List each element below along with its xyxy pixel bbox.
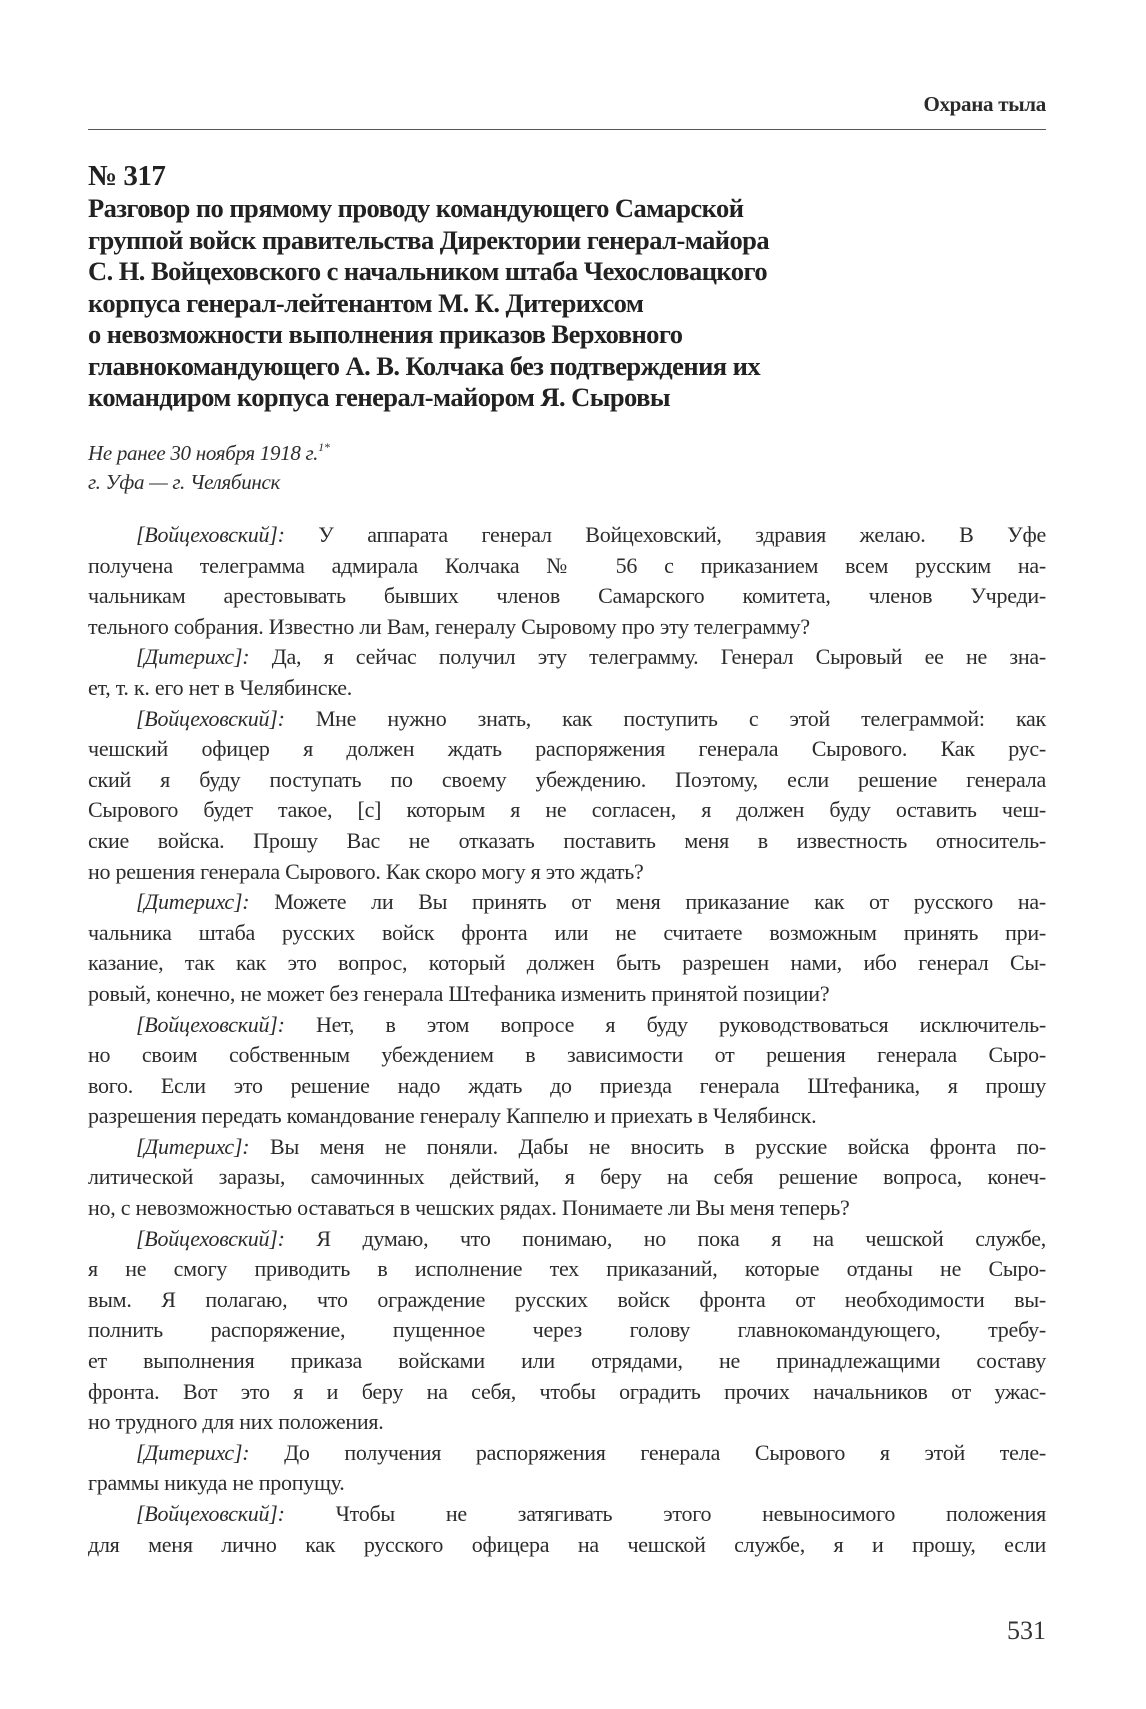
- text-line: [Войцеховский]: Нет, в этом вопросе я буду руководствоваться исключитель-: [136, 1011, 1046, 1037]
- dialogue-paragraph: [88, 887, 1046, 1009]
- text-line: ет, т. к. его нет в Челябинске.: [88, 674, 352, 700]
- dialogue-paragraph: [88, 1132, 1046, 1224]
- text-line: ский я буду поступать по своему убеждению. Поэтому, если решение генерала: [88, 766, 1046, 792]
- date-text: Не ранее 30 ноября 1918 г.: [88, 441, 319, 465]
- text-line: тельного собрания. Известно ли Вам, генералу Сыровому про эту телеграмму?: [88, 613, 810, 639]
- text-line: Сырового будет такое, [с] которым я не согласен, я должен буду оставить чеш-: [88, 797, 1046, 823]
- document-number: № 317: [88, 160, 166, 192]
- text-line: чальника штаба русских войск фронта или не считаете возможным принять при-: [88, 919, 1046, 945]
- dialogue-paragraph: [88, 520, 1046, 642]
- title-line: командиром корпуса генерал-майором Я. Сыровы: [88, 382, 670, 412]
- text-line: [Войцеховский]: Мне нужно знать, как поступить с этой телеграммой: как: [136, 705, 1046, 731]
- text-line: ские войска. Прошу Вас не отказать поставить меня в известность относитель-: [88, 827, 1046, 853]
- text-line: [Войцеховский]: У аппарата генерал Войцеховский, здравия желаю. В Уфе: [136, 522, 1046, 547]
- text-line: [Войцеховский]: Я думаю, что понимаю, но пока я на чешской службе,: [136, 1225, 1046, 1251]
- speaker-label: [Войцеховский]:: [136, 1011, 285, 1037]
- speaker-label: [Войцеховский]:: [136, 705, 285, 731]
- title-line: главнокомандующего А. В. Колчака без подтверждения их: [88, 350, 761, 381]
- text-line: ровый, конечно, не может без генерала Штефаника изменить принятой позиции?: [88, 980, 830, 1006]
- speaker-label: [Дитерихс]:: [136, 889, 250, 915]
- speaker-label: [Войцеховский]:: [136, 1225, 285, 1251]
- header-rule: [88, 129, 1046, 130]
- page-number: 531: [1007, 1616, 1046, 1645]
- text-line: граммы никуда не пропущу.: [88, 1470, 345, 1496]
- text-line: получена телеграмма адмирала Колчака № 56 с приказанием всем русским на-: [88, 552, 1046, 578]
- speaker-label: [Дитерихс]:: [136, 1439, 250, 1465]
- footnote-mark: 1*: [318, 440, 330, 454]
- document-body: [88, 520, 1046, 1560]
- title-line: группой войск правительства Директории генерал-майора: [88, 224, 770, 255]
- title-line: С. Н. Войцеховского с начальником штаба Чехословацкого: [88, 256, 768, 286]
- text-line: чешский офицер я должен ждать распоряжения генерала Сырового. Как рус-: [88, 736, 1046, 762]
- text-line: чальникам арестовывать бывших членов Самарского комитета, членов Учреди-: [88, 583, 1046, 609]
- text-line: литической заразы, самочинных действий, я беру на себя решение вопроса, конеч-: [88, 1164, 1046, 1190]
- text-line: ет выполнения приказа войсками или отрядами, не принадлежащими составу: [88, 1348, 1046, 1374]
- speaker-label: [Дитерихс]:: [136, 1133, 250, 1159]
- document-title: [88, 193, 948, 414]
- document-place: г. Уфа — г. Челябинск: [88, 470, 281, 494]
- text-line: вого. Если это решение надо ждать до приезда генерала Штефаника, я прошу: [88, 1072, 1046, 1098]
- title-line: Разговор по прямому проводу командующего Самарской: [88, 193, 744, 223]
- dialogue-paragraph: [88, 1499, 1046, 1560]
- text-line: казание, так как это вопрос, который должен быть разрешен нами, ибо генерал Сы-: [88, 950, 1046, 976]
- text-line: фронта. Вот это я и беру на себя, чтобы оградить прочих начальников от ужас-: [88, 1378, 1046, 1404]
- text-line: но своим собственным убеждением в зависимости от решения генерала Сыро-: [88, 1042, 1046, 1068]
- text-line: [Войцеховский]: Чтобы не затягивать этого невыносимого положения: [136, 1501, 1046, 1526]
- running-head: Охрана тыла: [923, 92, 1046, 116]
- speaker-label: [Дитерихс]:: [136, 644, 250, 670]
- title-line: корпуса генерал-лейтенантом М. К. Дитерихсом: [88, 287, 644, 318]
- text-line: но решения генерала Сырового. Как скоро могу я это ждать?: [88, 858, 644, 884]
- dialogue-paragraph: [88, 1438, 1046, 1499]
- text-line: разрешения передать командование генералу Каппелю и приехать в Челябинск.: [88, 1103, 817, 1129]
- text-line: я не смогу приводить в исполнение тех приказаний, которые отданы не Сыро-: [88, 1256, 1046, 1282]
- text-line: [Дитерихс]: Да, я сейчас получил эту телеграмму. Генерал Сыровый ее не зна-: [136, 644, 1046, 670]
- text-line: [Дитерихс]: Вы меня не поняли. Дабы не вносить в русские войска фронта по-: [136, 1133, 1046, 1159]
- text-line: но, с невозможностью оставаться в чешских рядах. Понимаете ли Вы меня теперь?: [88, 1195, 850, 1221]
- dialogue-paragraph: [88, 1010, 1046, 1132]
- dialogue-paragraph: [88, 642, 1046, 703]
- speaker-label: [Войцеховский]:: [136, 522, 285, 547]
- text-line: [Дитерихс]: До получения распоряжения генерала Сырового я этой теле-: [136, 1439, 1046, 1465]
- title-line: о невозможности выполнения приказов Верховного: [88, 319, 683, 349]
- text-line: но трудного для них положения.: [88, 1409, 384, 1435]
- dialogue-paragraph: [88, 1224, 1046, 1438]
- text-line: [Дитерихс]: Можете ли Вы принять от меня приказание как от русского на-: [136, 889, 1046, 915]
- dialogue-paragraph: [88, 704, 1046, 888]
- text-line: вым. Я полагаю, что ограждение русских войск фронта от необходимости вы-: [88, 1286, 1046, 1312]
- speaker-label: [Войцеховский]:: [136, 1501, 285, 1526]
- document-date: [88, 440, 330, 466]
- text-line: полнить распоряжение, пущенное через голову главнокомандующего, требу-: [88, 1317, 1046, 1343]
- text-line: для меня лично как русского офицера на чешской службе, я и прошу, если: [88, 1531, 1046, 1557]
